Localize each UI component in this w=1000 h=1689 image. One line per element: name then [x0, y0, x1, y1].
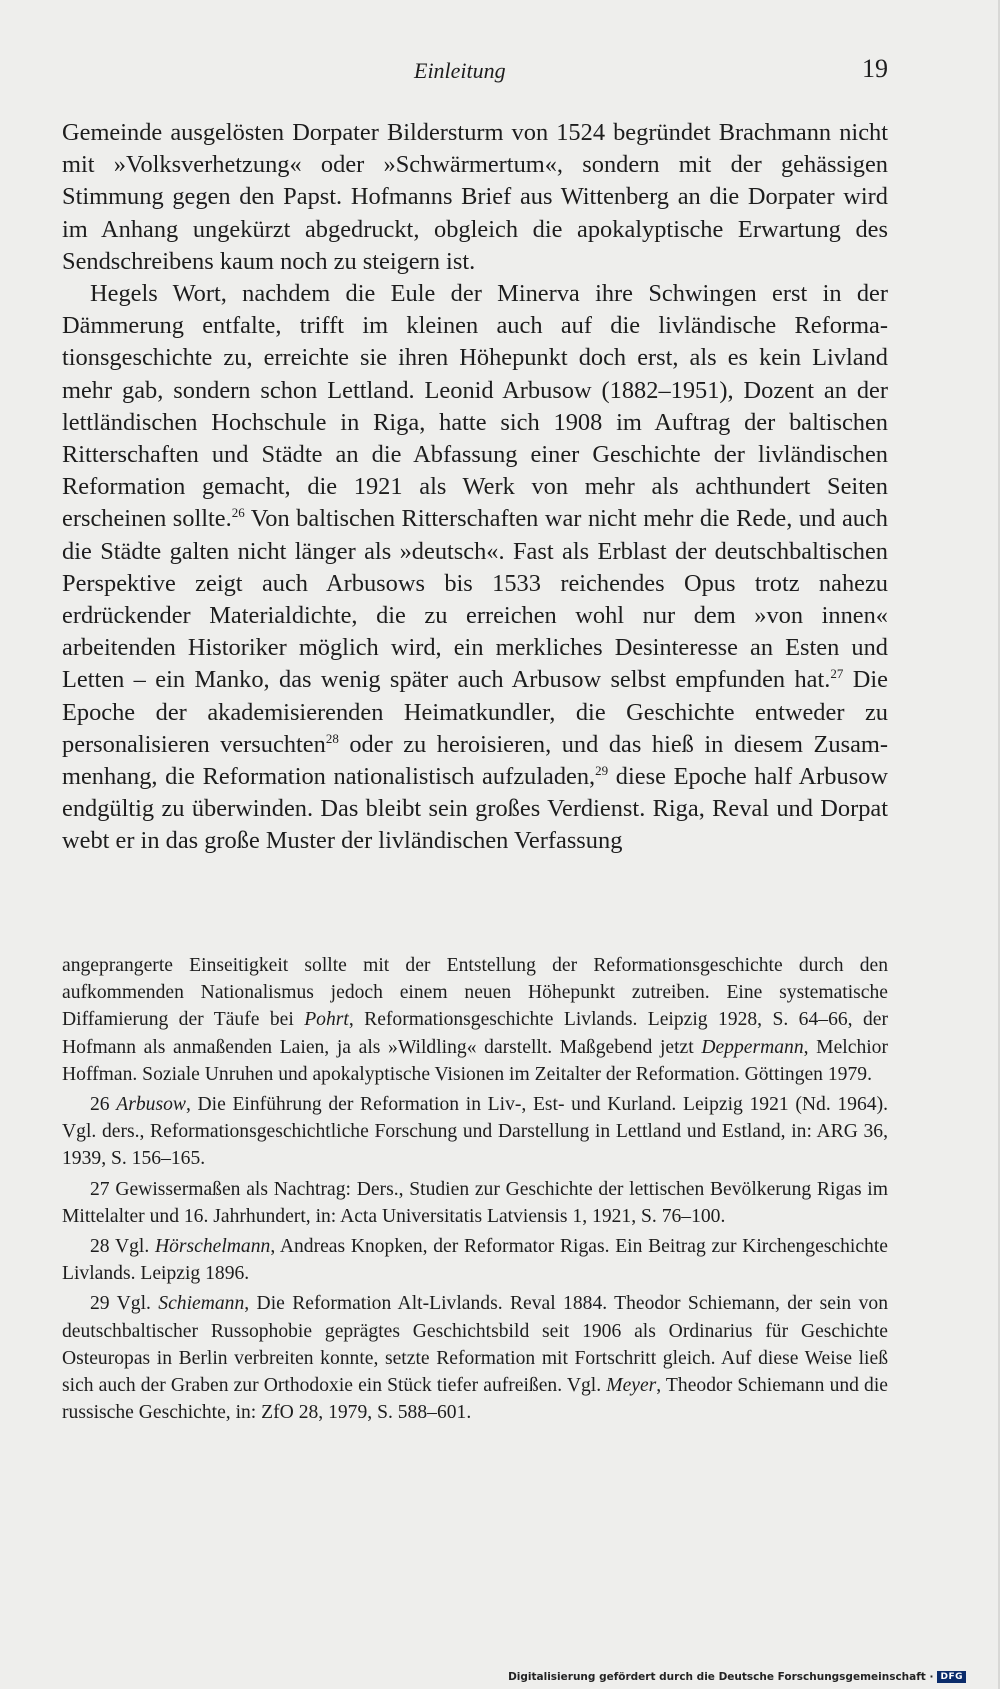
paragraph-2-part-5: diese Epoche half Arbusow endgültig zu überwinden. Das bleibt sein großes Verdienst. Riga, Reval und Dorpat webt er in das große Muster der livländischen Verfassung — [62, 763, 888, 855]
cited-author: Pohrt — [304, 1009, 349, 1031]
footnote-ref-27[interactable]: 27 — [830, 666, 844, 682]
digitization-credit — [508, 1671, 966, 1683]
footnote-number: 28 Vgl. — [90, 1236, 155, 1258]
cited-author: Schiemann — [158, 1293, 245, 1315]
footnote-text: , Die Reformation Alt-Livlands. Reval 1884. Theodor Schiemann, der sein von deutschbaltischer Russophobie geprägtes Geschichtsbild seit 1906 als Ordinarius für Geschichte Osteuropas in Berlin verbreiten konnte, setzte Reformation mit Fortschritt gleich. Auf diese Weise ließ sich auch der Graben zur Orthodoxie ein Stück tiefer aufreißen. Vgl. — [62, 1293, 888, 1397]
cited-author: Arbusow — [116, 1094, 186, 1116]
paragraph-1: Gemeinde ausgelösten Dorpater Bildersturm von 1524 begründet Brachmann nicht mit »Volksverhetzung« oder »Schwärmertum«, sondern mit der gehässigen Stimmung gegen den Papst. Hofmanns Brief aus Wittenberg an die Dorpater wird im Anhang ungekürzt abgedruckt, obgleich die apokalyptische Erwartung des Sendschreibens kaum noch zu steigern ist. — [62, 119, 888, 275]
running-title: Einleitung — [414, 58, 506, 83]
footnote-text: , Theodor Schiemann und die russische Geschichte, in: ZfO 28, 1979, S. 588–601. — [62, 1375, 888, 1424]
footnote-text: , Andreas Knopken, der Reformator Rigas. Ein Beitrag zur Kirchengeschichte Livlands. Leipzig 1896. — [62, 1236, 888, 1285]
running-head — [62, 54, 888, 90]
footnotes — [62, 952, 888, 1429]
footnote-ref-28[interactable]: 28 — [325, 730, 339, 746]
paragraph-2-part-4: oder zu heroisieren, und das hieß in diesem Zusammenhang, die Reformation nationalistisch aufzuladen, — [62, 730, 889, 791]
footnote-29 — [62, 1290, 888, 1426]
footnote-continuation-text: , Melchior Hoffman. Soziale Unruhen und apokalyptische Visionen im Zeitalter der Reformation. Göttingen 1979. — [62, 1036, 889, 1085]
main-text — [62, 117, 888, 858]
footnote-28 — [62, 1233, 888, 1287]
dfg-logo: DFG — [937, 1671, 966, 1683]
paragraph-2-part-3: Die Epoche der akademisierenden Heimatkundler, die Geschichte entweder zu personalisieren versuchten — [62, 666, 888, 758]
footnote-text: , Die Einführung der Reformation in Liv-, Est- und Kurland. Leipzig 1921 (Nd. 1964). Vgl. ders., Reformationsgeschichtliche Forschung und Darstellung in Lettland und Estland, in: ARG 36, 1939, S. 156–165. — [62, 1094, 888, 1170]
footnote-ref-26[interactable]: 26 — [231, 505, 245, 521]
cited-author: Meyer — [606, 1375, 657, 1397]
footnote-continuation-text: angeprangerte Einseitigkeit sollte mit der Entstellung der Reformationsgeschichte durch den aufkommenden Nationalismus jedoch einem neuen Höhepunkt zutreiben. Eine systematische Diffamierung der Täufe bei — [62, 955, 888, 1031]
cited-author: Deppermann — [701, 1036, 804, 1058]
footnote-number: 26 — [90, 1094, 117, 1116]
paragraph-2-part-2: Von baltischen Ritterschaften war nicht mehr die Rede, und auch die Städte galten nicht länger als »deutsch«. Fast als Erblast der deutschbaltischen Perspektive zeigt auch Arbusows bis 1533 reichendes Opus trotz nahezu erdrückender Materialdichte, die zu erreichen wohl nur dem »von innen« arbeitenden Historiker möglich wird, ein merkliches Desinteresse an Esten und Letten – ein Manko, das wenig später auch Arbusow selbst empfunden hat. — [62, 505, 888, 694]
page-number: 19 — [862, 54, 888, 83]
footnote-continuation-text: , Reformationsgeschichte Livlands. Leipzig 1928, S. 64–66, der Hofmann als anmaßenden Laien, ja als »Wildling« darstellt. Maßgebend jetzt — [62, 1009, 888, 1058]
cited-author: Hörschelmann — [154, 1236, 271, 1258]
paragraph-2-part-1: Hegels Wort, nachdem die Eule der Minerva ihre Schwingen erst in der Dämmerung entfalte, trifft im kleinen auch auf die livländische Reformationsgeschichte zu, erreichte sie ihren Höhepunkt doch erst, als es kein Livland mehr gab, sondern schon Lettland. Leonid Arbusow (1882–1951), Dozent an der lettländischen Hochschule in Riga, hatte sich 1908 im Auftrag der baltischen Ritterschaften und Städte an die Abfassung einer Geschichte der livländischen Reformation gemacht, die 1921 als Werk von mehr als achthundert Seiten erscheinen sollte. — [62, 280, 888, 533]
footnote-continuation — [62, 952, 888, 1088]
footnote-number: 29 Vgl. — [90, 1293, 159, 1315]
credit-text: Digitalisierung gefördert durch die Deutsche Forschungsgemeinschaft · — [508, 1671, 934, 1683]
footnote-27: 27 Gewissermaßen als Nachtrag: Ders., Studien zur Geschichte der lettischen Bevölkerung Rigas im Mittelalter und 16. Jahrhundert, in: Acta Universitatis Latviensis 1, 1921, S. 76–100. — [62, 1178, 888, 1227]
footnote-ref-29[interactable]: 29 — [595, 763, 609, 779]
footnote-26 — [62, 1091, 888, 1173]
paragraph-2 — [62, 278, 888, 858]
